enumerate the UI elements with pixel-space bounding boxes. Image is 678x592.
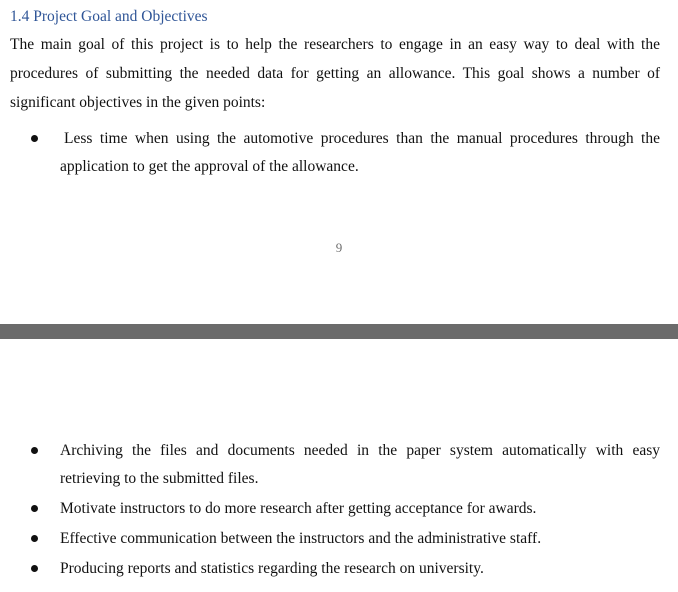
- bullet-icon: [31, 505, 38, 512]
- document-page-bottom: [0, 339, 678, 592]
- page-separator: [0, 324, 678, 339]
- intro-paragraph: The main goal of this project is to help the researchers to engage in an easy way to deal with the procedures of submitting the needed data for getting an allowance. This goal shows a number of significant objectives in the given points:: [10, 36, 660, 111]
- section-heading: 1.4 Project Goal and Objectives: [10, 8, 208, 25]
- page-number: 9: [335, 240, 343, 255]
- list-item: [0, 125, 678, 181]
- objective-text: Producing reports and statistics regarding the research on university.: [60, 560, 484, 577]
- objectives-list-page1: [0, 125, 678, 181]
- objective-text: Archiving the files and documents needed in the paper system automatically with easy retrieving to the submitted files.: [60, 442, 660, 487]
- bullet-icon: [31, 565, 38, 572]
- objective-text: Effective communication between the instructors and the administrative staff.: [60, 530, 542, 547]
- bullet-icon: [31, 447, 38, 454]
- objectives-list-page2: [0, 437, 678, 585]
- list-item: [0, 437, 678, 493]
- bullet-icon: [31, 535, 38, 542]
- list-item: [0, 555, 678, 583]
- list-item: [0, 525, 678, 553]
- bullet-icon: [31, 135, 38, 142]
- list-item: [0, 495, 678, 523]
- objective-text: Less time when using the automotive procedures than the manual procedures through the application to get the approval of the allowance.: [60, 130, 660, 175]
- objective-text: Motivate instructors to do more research after getting acceptance for awards.: [60, 500, 537, 517]
